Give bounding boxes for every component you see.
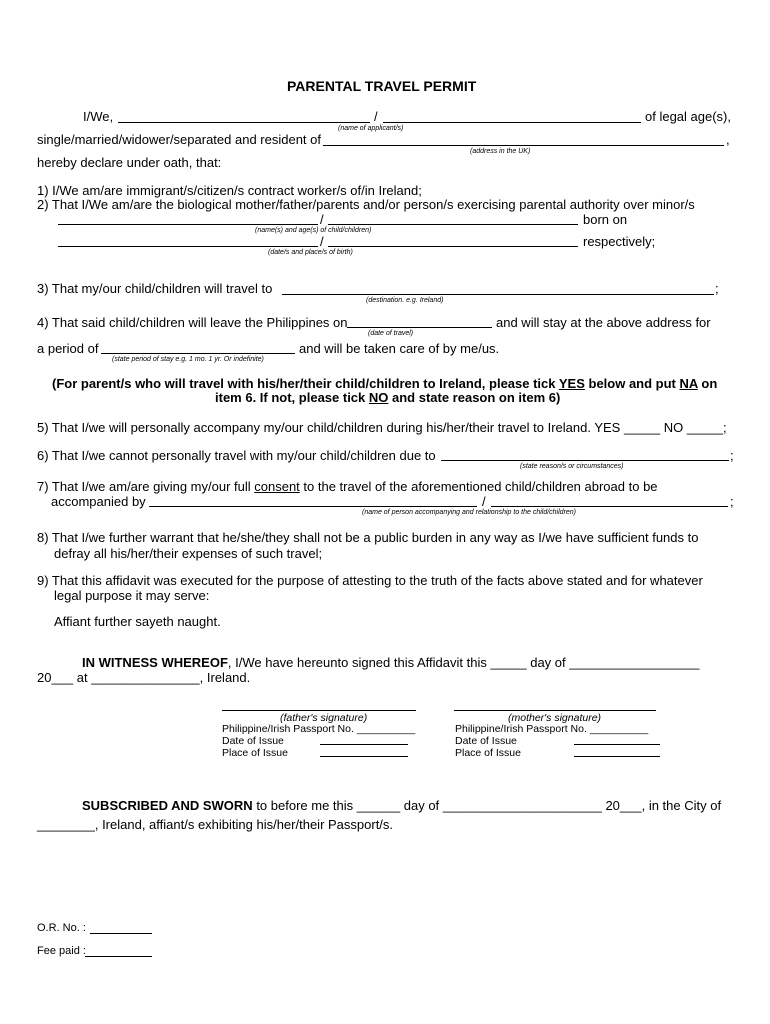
sworn-line-2: ________, Ireland, affiant/s exhibiting his/her/their Passport/s. <box>37 817 394 832</box>
item-7-line-1: 7) That I/we am/are giving my/our full consent to the travel of the aforementioned child/children abroad to be <box>37 479 658 494</box>
travel-date-field[interactable] <box>347 327 492 328</box>
child-names-caption: (name(s) and age(s) of child/children) <box>255 227 372 234</box>
period-caption: (state period of stay e.g. 1 mo. 1 yr. Or indefinite) <box>112 356 264 363</box>
item-5: 5) That I/we will personally accompany my/our child/children during his/her/their travel to Ireland. YES _____ NO _____; <box>37 420 727 435</box>
item-8-line-2: defray all his/her/their expenses of such travel; <box>54 546 323 561</box>
fee-paid-label: Fee paid : <box>37 945 86 957</box>
affiant-text: Affiant further sayeth naught. <box>54 614 221 629</box>
item-4a: 4) That said child/children will leave the Philippines on <box>37 315 348 330</box>
destination-caption: (destination. e.g. Ireland) <box>366 297 444 304</box>
witness-line-1: IN WITNESS WHEREOF, I/We have hereunto signed this Affidavit this _____ day of __________________ <box>82 655 700 670</box>
father-signature-line[interactable] <box>222 710 416 711</box>
item-1: 1) I/We am/are immigrant/s/citizen/s contract worker/s of/in Ireland; <box>37 183 422 198</box>
mother-issue-date-field[interactable] <box>574 744 660 745</box>
father-signature-caption: (father's signature) <box>280 712 368 724</box>
witness-line-2: 20___ at _______________, Ireland. <box>37 670 251 685</box>
reason-caption: (state reason/s or circumstances) <box>520 463 624 470</box>
item-9-line-1: 9) That this affidavit was executed for the purpose of attesting to the truth of the facts above stated and for whatever <box>37 573 703 588</box>
iwe-label: I/We, <box>83 109 114 124</box>
mother-issue-date-label: Date of Issue <box>455 735 517 747</box>
address-field[interactable] <box>323 145 724 146</box>
legal-age-label: of legal age(s), <box>645 109 731 124</box>
relationship-field[interactable] <box>491 506 728 507</box>
item-4d: and will be taken care of by me/us. <box>299 341 500 356</box>
respectively-label: respectively; <box>583 234 656 249</box>
father-issue-date-label: Date of Issue <box>222 735 284 747</box>
accompanying-person-field[interactable] <box>149 506 477 507</box>
mother-issue-place-field[interactable] <box>574 756 660 757</box>
item-9-line-2: legal purpose it may serve: <box>54 588 210 603</box>
sworn-line-1: SUBSCRIBED AND SWORN to before me this ______ day of ______________________ 20___, in the City of <box>82 798 722 813</box>
father-issue-place-label: Place of Issue <box>222 747 288 759</box>
or-number-label: O.R. No. : <box>37 922 86 934</box>
accompanying-caption: (name of person accompanying and relationship to the child/children) <box>362 509 577 516</box>
destination-field[interactable] <box>282 294 714 295</box>
applicant-name-field-1[interactable] <box>118 122 370 123</box>
item-7-end: ; <box>730 494 734 509</box>
child-ages-field[interactable] <box>328 224 578 225</box>
item-2: 2) That I/We am/are the biological mother/father/parents and/or person/s exercising parental authority over minor/s <box>37 197 695 212</box>
father-passport-label: Philippine/Irish Passport No. __________ <box>222 723 416 735</box>
item-7-slash: / <box>482 494 486 509</box>
declare-text: hereby declare under oath, that: <box>37 155 222 170</box>
birth-dates-field[interactable] <box>58 246 318 247</box>
born-on-label: born on <box>583 212 628 227</box>
reason-field[interactable] <box>441 460 729 461</box>
page-title: PARENTAL TRAVEL PERMIT <box>287 78 477 94</box>
period-field[interactable] <box>101 353 295 354</box>
item-3: 3) That my/our child/children will travel to <box>37 281 273 296</box>
item-4c: a period of <box>37 341 99 356</box>
father-issue-place-field[interactable] <box>320 756 408 757</box>
address-caption: (address in the UK) <box>470 148 531 155</box>
father-issue-date-field[interactable] <box>320 744 408 745</box>
fee-paid-field[interactable] <box>85 956 152 957</box>
applicant-name-field-2[interactable] <box>383 122 641 123</box>
travel-date-caption: (date of travel) <box>368 330 414 337</box>
birth-places-field[interactable] <box>328 246 578 247</box>
item-6: 6) That I/we cannot personally travel with my/our child/children due to <box>37 448 436 463</box>
item-3-end: ; <box>715 281 719 296</box>
birth-caption: (date/s and place/s of birth) <box>268 249 353 256</box>
or-number-field[interactable] <box>90 933 152 934</box>
item-6-end: ; <box>730 448 734 463</box>
address-comma: , <box>726 132 730 147</box>
mother-signature-line[interactable] <box>454 710 656 711</box>
item-4b: and will stay at the above address for <box>496 315 711 330</box>
item-2-slash-2: / <box>320 234 324 249</box>
notice-line-2: item 6. If not, please tick NO and state reason on item 6) <box>215 390 561 405</box>
name-caption: (name of applicant/s) <box>338 125 404 132</box>
mother-signature-caption: (mother's signature) <box>508 712 602 724</box>
mother-passport-label: Philippine/Irish Passport No. __________ <box>455 723 649 735</box>
item-2-slash: / <box>320 212 324 227</box>
intro-slash: / <box>374 109 378 124</box>
child-names-field[interactable] <box>58 224 318 225</box>
status-label: single/married/widower/separated and resident of <box>37 132 321 147</box>
notice-line-1: (For parent/s who will travel with his/her/their child/children to Ireland, please tick YES below and put NA on <box>52 376 718 391</box>
item-8-line-1: 8) That I/we further warrant that he/she/they shall not be a public burden in any way as I/we have sufficient funds to <box>37 530 699 545</box>
item-7-accompanied: accompanied by <box>51 494 146 509</box>
mother-issue-place-label: Place of Issue <box>455 747 521 759</box>
